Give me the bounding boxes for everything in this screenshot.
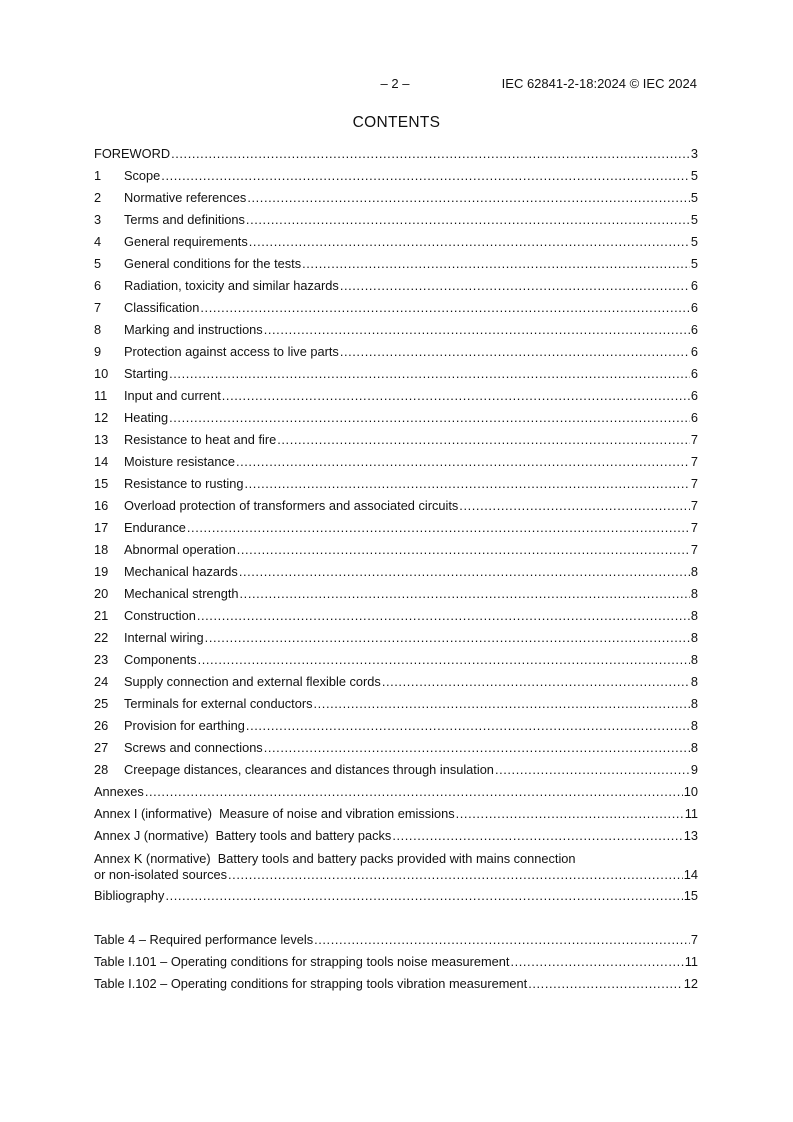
toc-entry-clause-8[interactable]: [94, 319, 698, 341]
clause-number: 5: [94, 256, 102, 271]
toc-entry-annexes[interactable]: [94, 781, 698, 803]
dot-leader: [340, 341, 690, 363]
clause-number: 3: [94, 212, 102, 227]
toc-page: 7: [690, 476, 698, 491]
toc-page: 7: [690, 454, 698, 469]
dot-leader: [246, 715, 690, 737]
toc-entry-clause-5[interactable]: [94, 253, 698, 275]
toc-page: 8: [690, 630, 698, 645]
toc-label: Terms and definitions: [124, 212, 245, 227]
toc-entry-bibliography[interactable]: [94, 885, 698, 907]
dot-leader: [205, 627, 690, 649]
toc-label: Bibliography: [94, 888, 165, 903]
toc-label: Protection against access to live parts: [124, 344, 339, 359]
toc-label: Overload protection of transformers and associated circuits: [124, 498, 459, 513]
dot-leader: [314, 929, 690, 951]
clause-number: 9: [94, 344, 102, 359]
toc-label: Construction: [124, 608, 196, 623]
dot-leader: [392, 825, 682, 847]
dot-leader: [222, 385, 690, 407]
toc-page: 15: [683, 888, 698, 903]
dot-leader: [313, 693, 689, 715]
dot-leader: [302, 253, 690, 275]
toc-page: 14: [683, 867, 698, 882]
toc-entry-clause-12[interactable]: [94, 407, 698, 429]
clause-number: 10: [94, 366, 109, 381]
toc-label: Normative references: [124, 190, 247, 205]
toc-page: 11: [684, 806, 698, 821]
dot-leader: [198, 649, 690, 671]
toc-entry-clause-15[interactable]: [94, 473, 698, 495]
dot-leader: [200, 297, 689, 319]
toc-entry-clause-22[interactable]: [94, 627, 698, 649]
toc-label: Terminals for external conductors: [124, 696, 313, 711]
toc-entry-table-i102[interactable]: [94, 973, 698, 995]
toc-entry-annex-i[interactable]: [94, 803, 698, 825]
clause-number: 26: [94, 718, 109, 733]
dot-leader: [240, 583, 690, 605]
toc-label: Annex J (normative) Battery tools and battery packs: [94, 828, 392, 843]
toc-page: 7: [690, 432, 698, 447]
dot-leader: [277, 429, 690, 451]
toc-label: Resistance to heat and fire: [124, 432, 277, 447]
toc-entry-clause-6[interactable]: [94, 275, 698, 297]
dot-leader: [495, 759, 690, 781]
toc-entry-clause-20[interactable]: [94, 583, 698, 605]
toc-page: 5: [690, 190, 698, 205]
toc-label-line-2-row: [94, 867, 698, 883]
dot-leader: [382, 671, 690, 693]
toc-entry-clause-16[interactable]: [94, 495, 698, 517]
toc-label: Marking and instructions: [124, 322, 263, 337]
toc-page: 8: [690, 696, 698, 711]
toc-entry-clause-14[interactable]: [94, 451, 698, 473]
toc-entry-clause-13[interactable]: [94, 429, 698, 451]
toc-page: 6: [690, 300, 698, 315]
section-spacer: [94, 907, 698, 929]
dot-leader: [187, 517, 690, 539]
toc-entry-table-4[interactable]: [94, 929, 698, 951]
toc-entry-clause-27[interactable]: [94, 737, 698, 759]
clause-number: 2: [94, 190, 102, 205]
toc-label: Creepage distances, clearances and distances through insulation: [124, 762, 494, 777]
clause-number: 22: [94, 630, 109, 645]
page-number: – 2 –: [380, 76, 410, 91]
toc-page: 8: [690, 608, 698, 623]
toc-label: Mechanical strength: [124, 586, 239, 601]
toc-entry-clause-11[interactable]: [94, 385, 698, 407]
toc-entry-clause-2[interactable]: [94, 187, 698, 209]
toc-page: 13: [683, 828, 698, 843]
dot-leader: [249, 231, 690, 253]
clause-number: 21: [94, 608, 109, 623]
toc-label-line-1: Annex K (normative) Battery tools and battery packs provided with mains connection: [94, 851, 576, 866]
toc-page: 7: [690, 520, 698, 535]
toc-label: Screws and connections: [124, 740, 263, 755]
clause-number: 20: [94, 586, 109, 601]
toc-label: Table I.102 – Operating conditions for strapping tools vibration measurement: [94, 976, 528, 991]
toc-entry-foreword[interactable]: [94, 143, 698, 165]
dot-leader: [171, 143, 690, 165]
toc-page: 6: [690, 366, 698, 381]
clause-number: 15: [94, 476, 109, 491]
dot-leader: [161, 165, 690, 187]
clause-number: 13: [94, 432, 109, 447]
toc-page: 5: [690, 256, 698, 271]
clause-number: 6: [94, 278, 102, 293]
dot-leader: [197, 605, 690, 627]
clause-number: 18: [94, 542, 109, 557]
dot-leader: [459, 495, 690, 517]
toc-page: 11: [684, 954, 698, 969]
toc-page: 8: [690, 652, 698, 667]
toc-page: 7: [690, 932, 698, 947]
toc-entry-clause-17[interactable]: [94, 517, 698, 539]
clause-number: 16: [94, 498, 109, 513]
toc-entry-clause-25[interactable]: [94, 693, 698, 715]
toc-entry-clause-18[interactable]: [94, 539, 698, 561]
clause-number: 28: [94, 762, 109, 777]
dot-leader: [169, 363, 690, 385]
toc-page: 8: [690, 586, 698, 601]
toc-label: Components: [124, 652, 197, 667]
contents-title: CONTENTS: [352, 114, 441, 131]
dot-leader: [264, 319, 690, 341]
dot-leader: [165, 885, 682, 907]
toc-entry-clause-19[interactable]: [94, 561, 698, 583]
clause-number: 12: [94, 410, 109, 425]
toc-page: 8: [690, 564, 698, 579]
toc-entry-annex-j[interactable]: [94, 825, 698, 847]
document-reference: IEC 62841-2-18:2024 © IEC 2024: [501, 76, 697, 91]
toc-label: Annex I (informative) Measure of noise and vibration emissions: [94, 806, 455, 821]
toc-page: 6: [690, 410, 698, 425]
dot-leader: [228, 867, 683, 883]
dot-leader: [237, 539, 690, 561]
clause-number: 4: [94, 234, 102, 249]
toc-label: Heating: [124, 410, 169, 425]
toc-entry-clause-7[interactable]: [94, 297, 698, 319]
clause-number: 27: [94, 740, 109, 755]
toc-label: Supply connection and external flexible cords: [124, 674, 381, 689]
toc-entry-clause-10[interactable]: [94, 363, 698, 385]
toc-entry-clause-21[interactable]: [94, 605, 698, 627]
toc-entry-clause-3[interactable]: [94, 209, 698, 231]
toc-page: 3: [690, 146, 698, 161]
clause-number: 11: [94, 388, 108, 403]
toc-label: Radiation, toxicity and similar hazards: [124, 278, 339, 293]
toc-entry-clause-1[interactable]: [94, 165, 698, 187]
toc-page: 6: [690, 388, 698, 403]
toc-entry-clause-4[interactable]: [94, 231, 698, 253]
toc-page: 12: [683, 976, 698, 991]
toc-page: 5: [690, 168, 698, 183]
dot-leader: [456, 803, 684, 825]
toc-label: FOREWORD: [94, 146, 171, 161]
dot-leader: [510, 951, 683, 973]
toc-page: 10: [683, 784, 698, 799]
toc-label: Annexes: [94, 784, 144, 799]
toc-page: 8: [690, 674, 698, 689]
toc-entry-clause-28[interactable]: [94, 759, 698, 781]
toc-page: 5: [690, 234, 698, 249]
dot-leader: [246, 209, 690, 231]
toc-entry-clause-9[interactable]: [94, 341, 698, 363]
toc-entry-clause-26[interactable]: [94, 715, 698, 737]
toc-page: 7: [690, 498, 698, 513]
toc-page: 6: [690, 322, 698, 337]
clause-number: 24: [94, 674, 109, 689]
clause-number: 1: [94, 168, 102, 183]
clause-number: 25: [94, 696, 109, 711]
toc-label: Moisture resistance: [124, 454, 235, 469]
toc-label: Internal wiring: [124, 630, 204, 645]
dot-leader: [245, 473, 690, 495]
dot-leader: [340, 275, 690, 297]
toc-page: 8: [690, 740, 698, 755]
dot-leader: [169, 407, 690, 429]
toc-label: General conditions for the tests: [124, 256, 302, 271]
toc-page: 6: [690, 344, 698, 359]
dot-leader: [236, 451, 690, 473]
clause-number: 17: [94, 520, 109, 535]
toc-page: 7: [690, 542, 698, 557]
toc-label: Table 4 – Required performance levels: [94, 932, 314, 947]
toc-label: Classification: [124, 300, 200, 315]
clause-number: 14: [94, 454, 109, 469]
toc-entry-table-i101[interactable]: [94, 951, 698, 973]
toc-label: Mechanical hazards: [124, 564, 238, 579]
toc-label: Endurance: [124, 520, 186, 535]
toc-label: Abnormal operation: [124, 542, 236, 557]
toc-label-line-2: or non-isolated sources: [94, 867, 228, 882]
clause-number: 19: [94, 564, 109, 579]
toc-label: Scope: [124, 168, 161, 183]
dot-leader: [239, 561, 690, 583]
toc-page: 8: [690, 718, 698, 733]
dot-leader: [145, 781, 683, 803]
toc-entry-annex-k[interactable]: [94, 847, 698, 885]
toc-entry-clause-24[interactable]: [94, 671, 698, 693]
toc-page: 9: [690, 762, 698, 777]
toc-page: 5: [690, 212, 698, 227]
clause-number: 23: [94, 652, 109, 667]
toc-label: Starting: [124, 366, 169, 381]
toc-entry-clause-23[interactable]: [94, 649, 698, 671]
table-of-contents: [94, 143, 698, 995]
toc-label: Table I.101 – Operating conditions for strapping tools noise measurement: [94, 954, 510, 969]
toc-label: Resistance to rusting: [124, 476, 244, 491]
toc-label: Input and current: [124, 388, 221, 403]
dot-leader: [264, 737, 690, 759]
toc-page: 6: [690, 278, 698, 293]
toc-label: Provision for earthing: [124, 718, 245, 733]
dot-leader: [528, 973, 683, 995]
clause-number: 7: [94, 300, 102, 315]
dot-leader: [247, 187, 690, 209]
clause-number: 8: [94, 322, 102, 337]
toc-label: General requirements: [124, 234, 248, 249]
